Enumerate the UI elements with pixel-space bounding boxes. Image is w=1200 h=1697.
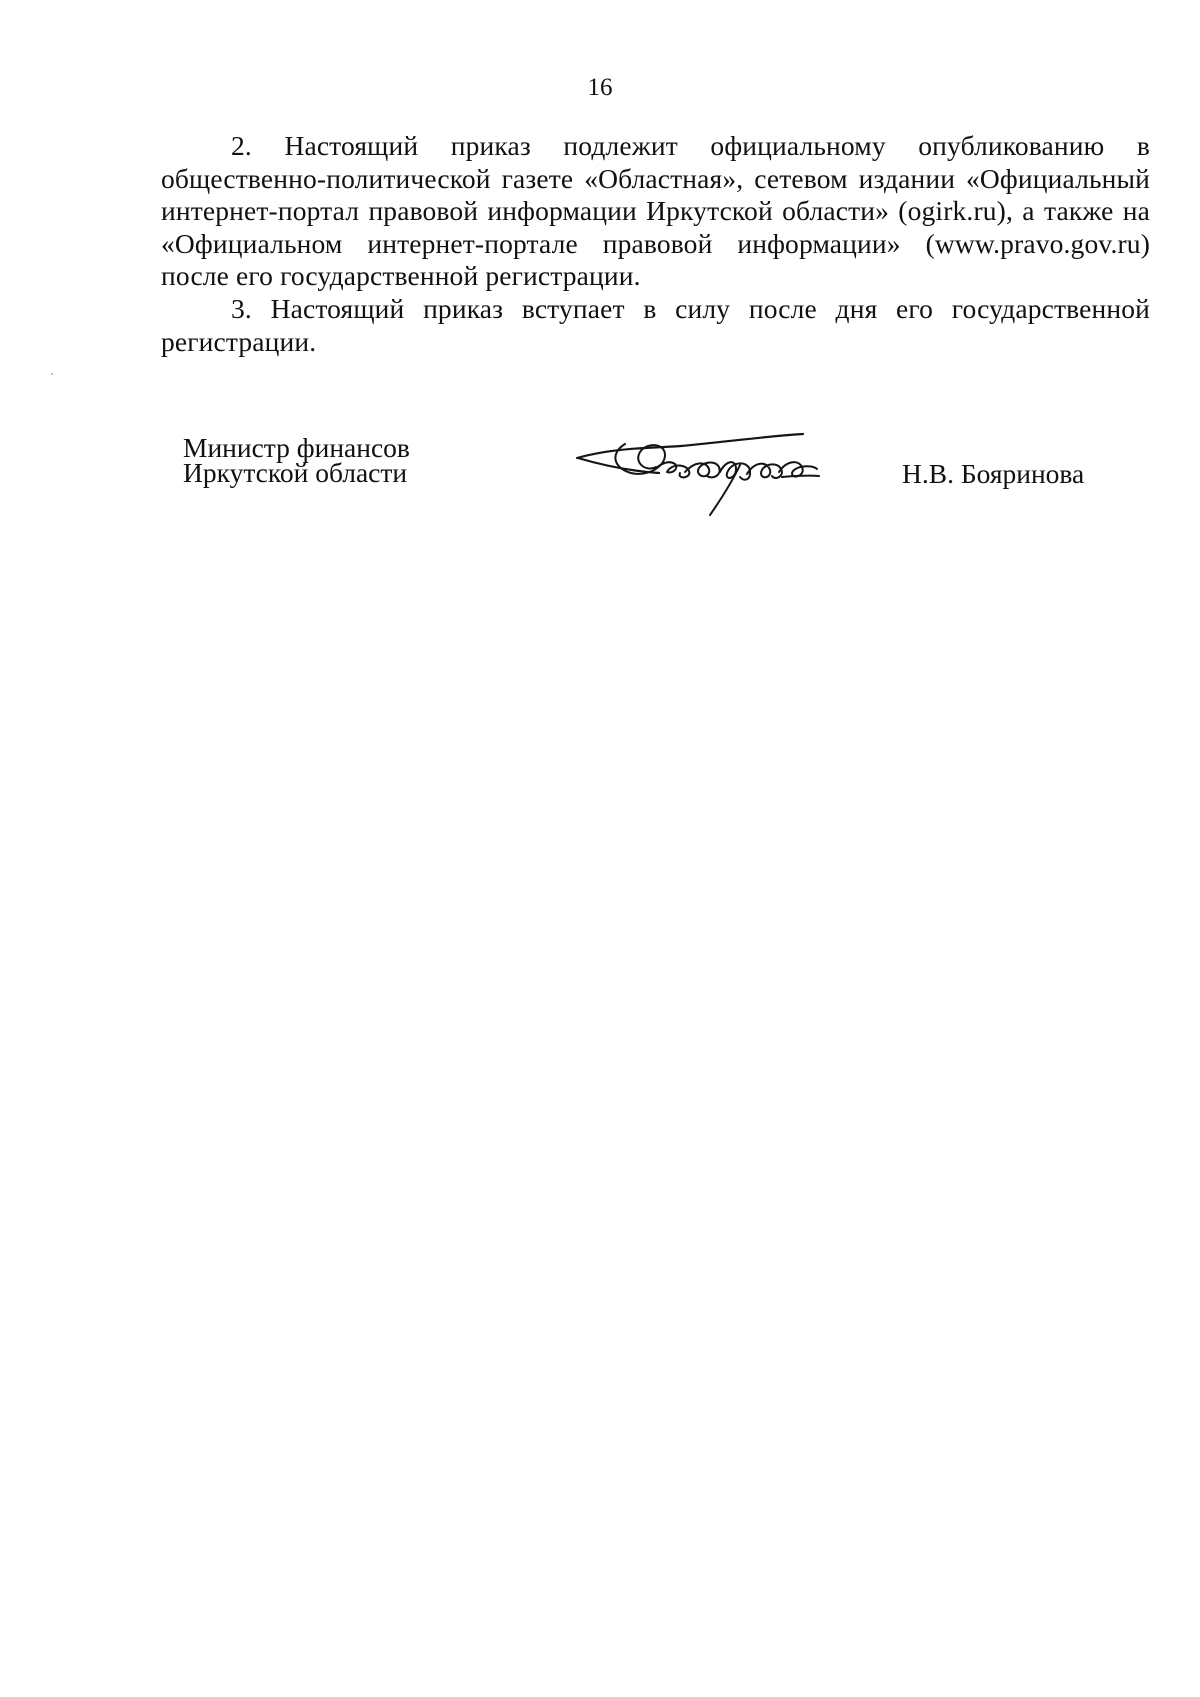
document-body — [161, 130, 1150, 358]
signatory-name: Н.В. Бояринова — [902, 458, 1085, 489]
paragraph-publication: 2. Настоящий приказ подлежит официальному опубликованию в общественно-политической газете «Областная», сетевом издании «Официальный интернет-портал правовой информации Иркутской области» (ogirk.ru), а также на «Официальном интернет-портале правовой информации» (www.pravo.gov.ru) после его государственной регистрации. — [161, 130, 1150, 292]
page-number: 16 — [587, 74, 613, 101]
signatory-position-line-1: Министр финансов — [183, 432, 410, 463]
scan-mark — [51, 373, 53, 375]
paragraph-effective-date: 3. Настоящий приказ вступает в силу после дня его государственной регистрации. — [161, 292, 1150, 357]
signatory-position — [183, 432, 410, 488]
handwritten-signature-icon — [574, 430, 834, 520]
signatory-position-line-2: Иркутской области — [183, 457, 408, 488]
